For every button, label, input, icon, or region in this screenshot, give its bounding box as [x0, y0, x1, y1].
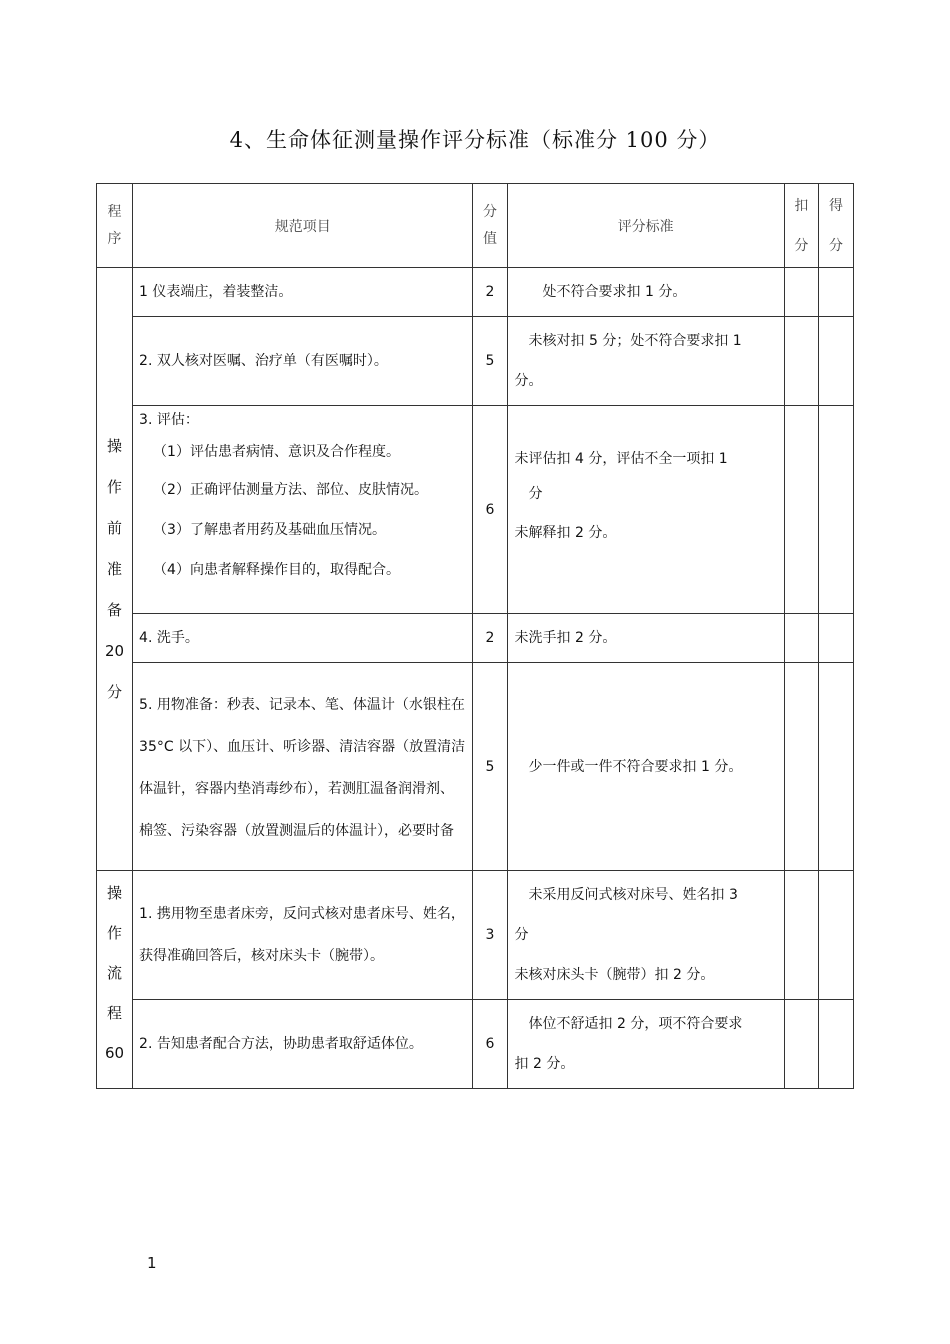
deduct-cell[interactable] — [784, 871, 818, 1000]
table-row — [97, 614, 854, 663]
score-cell[interactable] — [818, 1000, 853, 1089]
table-row — [97, 871, 854, 1000]
section-operation-flow: 操 作 流 程 60 — [97, 871, 133, 1089]
item-cell: 1. 携用物至患者床旁，反问式核对患者床号、姓名，获得准确回答后，核对床头卡（腕带）。 — [133, 871, 473, 1000]
criteria-cell: 体位不舒适扣 2 分，项不符合要求 扣 2 分。 — [507, 1000, 784, 1089]
score-cell[interactable] — [818, 871, 853, 1000]
deduct-cell[interactable] — [784, 1000, 818, 1089]
points-cell: 6 — [473, 1000, 507, 1089]
section-pre-operation: 操 作 前 准 备 20 分 — [97, 268, 133, 871]
criteria-cell: 处不符合要求扣 1 分。 — [507, 268, 784, 317]
deduct-cell[interactable] — [784, 663, 818, 871]
header-points: 分 值 — [473, 184, 507, 268]
score-cell[interactable] — [818, 317, 853, 406]
criteria-cell: 少一件或一件不符合要求扣 1 分。 — [507, 663, 784, 871]
score-cell[interactable] — [818, 406, 853, 614]
header-deduct: 扣 分 — [784, 184, 818, 268]
criteria-cell: 未核对扣 5 分；处不符合要求扣 1 分。 — [507, 317, 784, 406]
header-row — [97, 184, 854, 268]
points-cell: 5 — [473, 663, 507, 871]
points-cell: 2 — [473, 614, 507, 663]
page-title: 4、生命体征测量操作评分标准（标准分 100 分） — [229, 128, 721, 152]
deduct-cell[interactable] — [784, 317, 818, 406]
item-cell: 4. 洗手。 — [133, 614, 473, 663]
table-row — [97, 317, 854, 406]
deduct-cell[interactable] — [784, 268, 818, 317]
page-number: 1 — [147, 1254, 157, 1272]
table-row — [97, 663, 854, 871]
criteria-cell: 未洗手扣 2 分。 — [507, 614, 784, 663]
deduct-cell[interactable] — [784, 406, 818, 614]
scoring-table — [96, 183, 854, 1089]
table-row — [97, 406, 854, 614]
header-criteria: 评分标准 — [507, 184, 784, 268]
score-cell[interactable] — [818, 614, 853, 663]
item-cell: 2. 告知患者配合方法，协助患者取舒适体位。 — [133, 1000, 473, 1089]
item-cell: 1 仪表端庄，着装整洁。 — [133, 268, 473, 317]
points-cell: 2 — [473, 268, 507, 317]
score-cell[interactable] — [818, 663, 853, 871]
table-row — [97, 268, 854, 317]
points-cell: 6 — [473, 406, 507, 614]
score-cell[interactable] — [818, 268, 853, 317]
table-row — [97, 1000, 854, 1089]
header-program: 程 序 — [97, 184, 133, 268]
deduct-cell[interactable] — [784, 614, 818, 663]
points-cell: 5 — [473, 317, 507, 406]
item-cell: 2. 双人核对医嘱、治疗单（有医嘱时）。 — [133, 317, 473, 406]
item-cell: 3. 评估： （1）评估患者病情、意识及合作程度。 （2）正确评估测量方法、部位、皮肤情况。 （3）了解患者用药及基础血压情况。 （4）向患者解释操作目的，取得配合。 — [133, 406, 473, 614]
criteria-cell: 未采用反问式核对床号、姓名扣 3 分 未核对床头卡（腕带）扣 2 分。 — [507, 871, 784, 1000]
criteria-cell: 未评估扣 4 分，评估不全一项扣 1 分 未解释扣 2 分。 — [507, 406, 784, 614]
points-cell: 3 — [473, 871, 507, 1000]
header-score: 得 分 — [818, 184, 853, 268]
item-cell: 5. 用物准备：秒表、记录本、笔、体温计（水银柱在 35°C 以下）、血压计、听诊器、清洁容器（放置清洁体温针，容器内垫消毒纱布），若测肛温备润滑剂、棉签、污染容器（放置测温后的体温计），必要时备 — [133, 663, 473, 871]
header-item: 规范项目 — [133, 184, 473, 268]
